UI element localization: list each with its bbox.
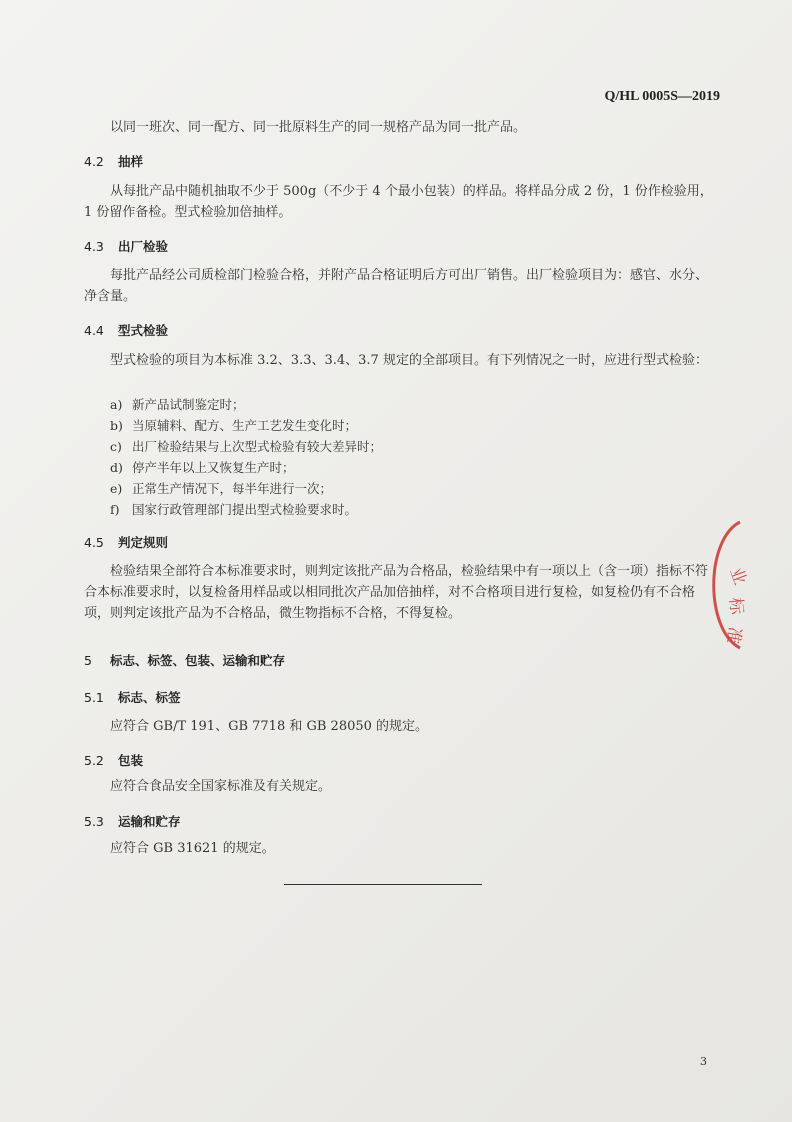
- list-text: 国家行政管理部门提出型式检验要求时。: [132, 502, 358, 517]
- section-title: 包装: [118, 753, 144, 768]
- section-heading-4-3: [84, 237, 168, 255]
- section-number: 5.3: [84, 814, 104, 829]
- intro-paragraph: 以同一班次、同一配方、同一批原料生产的同一规格产品为同一批产品。: [110, 120, 527, 135]
- svg-text:业: 业: [725, 564, 750, 588]
- list-marker: d): [110, 460, 123, 475]
- list-item: [110, 437, 382, 455]
- page-number: 3: [700, 1055, 707, 1068]
- list-marker: e): [110, 481, 123, 496]
- standard-code: Q/HL 0005S—2019: [604, 89, 720, 104]
- list-text: 当原辅料、配方、生产工艺发生变化时；: [132, 418, 358, 433]
- section-number: 4.2: [84, 154, 104, 169]
- list-item: [110, 458, 295, 476]
- svg-text:标: 标: [725, 596, 747, 616]
- section-number: 5.1: [84, 690, 104, 705]
- section-number: 4.5: [84, 535, 104, 550]
- list-text: 停产半年以上又恢复生产时；: [132, 460, 295, 475]
- list-marker: b): [110, 418, 123, 433]
- list-text: 正常生产情况下，每半年进行一次；: [132, 481, 333, 496]
- section-title: 出厂检验: [118, 239, 169, 254]
- chapter-number: 5: [84, 653, 92, 668]
- section-number: 4.3: [84, 239, 104, 254]
- official-seal-stamp: [700, 510, 792, 660]
- section-heading-4-5: [84, 533, 168, 551]
- section-paragraph-5-3: 应符合 GB 31621 的规定。: [110, 841, 275, 856]
- list-item: [110, 479, 332, 497]
- section-paragraph-4-2: 从每批产品中随机抽取不少于 500g（不少于 4 个最小包装）的样品。将样品分成 2 份，1 份作检验用，1 份留作备检。型式检验加倍抽样。: [84, 184, 713, 220]
- section-title: 标志、标签: [118, 690, 181, 705]
- section-heading-5-2: [84, 751, 143, 769]
- list-marker: f): [110, 502, 120, 517]
- section-paragraph-4-4: 型式检验的项目为本标准 3.2、3.3、3.4、3.7 规定的全部项目。有下列情况之一时，应进行型式检验：: [110, 353, 708, 368]
- chapter-heading-5: [84, 651, 285, 669]
- section-number: 5.2: [84, 753, 104, 768]
- section-heading-5-1: [84, 688, 181, 706]
- section-heading-4-2: [84, 152, 143, 170]
- section-heading-4-4: [84, 321, 168, 339]
- list-marker: a): [110, 397, 123, 412]
- svg-text:准: 准: [722, 625, 745, 646]
- section-paragraph-5-1: 应符合 GB/T 191、GB 7718 和 GB 28050 的规定。: [110, 719, 429, 734]
- list-text: 新产品试制鉴定时；: [132, 397, 245, 412]
- section-title: 判定规则: [118, 535, 169, 550]
- section-title: 型式检验: [118, 323, 169, 338]
- chapter-title: 标志、标签、包装、运输和贮存: [110, 653, 286, 668]
- list-item: [110, 500, 357, 518]
- section-paragraph-4-5: 检验结果全部符合本标准要求时，则判定该批产品为合格品，检验结果中有一项以上（含一项）指标不符合本标准要求时，以复检备用样品或以相同批次产品加倍抽样，对不合格项目进行复检，如复检仍有不合格项，则判定该批产品为不合格品，微生物指标不合格，不得复检。: [84, 564, 709, 621]
- section-paragraph-5-2: 应符合食品安全国家标准及有关规定。: [110, 779, 332, 794]
- section-title: 抽样: [118, 154, 144, 169]
- section-paragraph-4-3: 每批产品经公司质检部门检验合格，并附产品合格证明后方可出厂销售。出厂检验项目为：感官、水分、净含量。: [84, 268, 709, 304]
- section-title: 运输和贮存: [118, 814, 181, 829]
- section-number: 4.4: [84, 323, 104, 338]
- list-text: 出厂检验结果与上次型式检验有较大差异时；: [132, 439, 383, 454]
- list-marker: c): [110, 439, 122, 454]
- list-item: [110, 416, 357, 434]
- section-heading-5-3: [84, 812, 181, 830]
- end-rule: [284, 884, 482, 885]
- list-item: [110, 395, 245, 413]
